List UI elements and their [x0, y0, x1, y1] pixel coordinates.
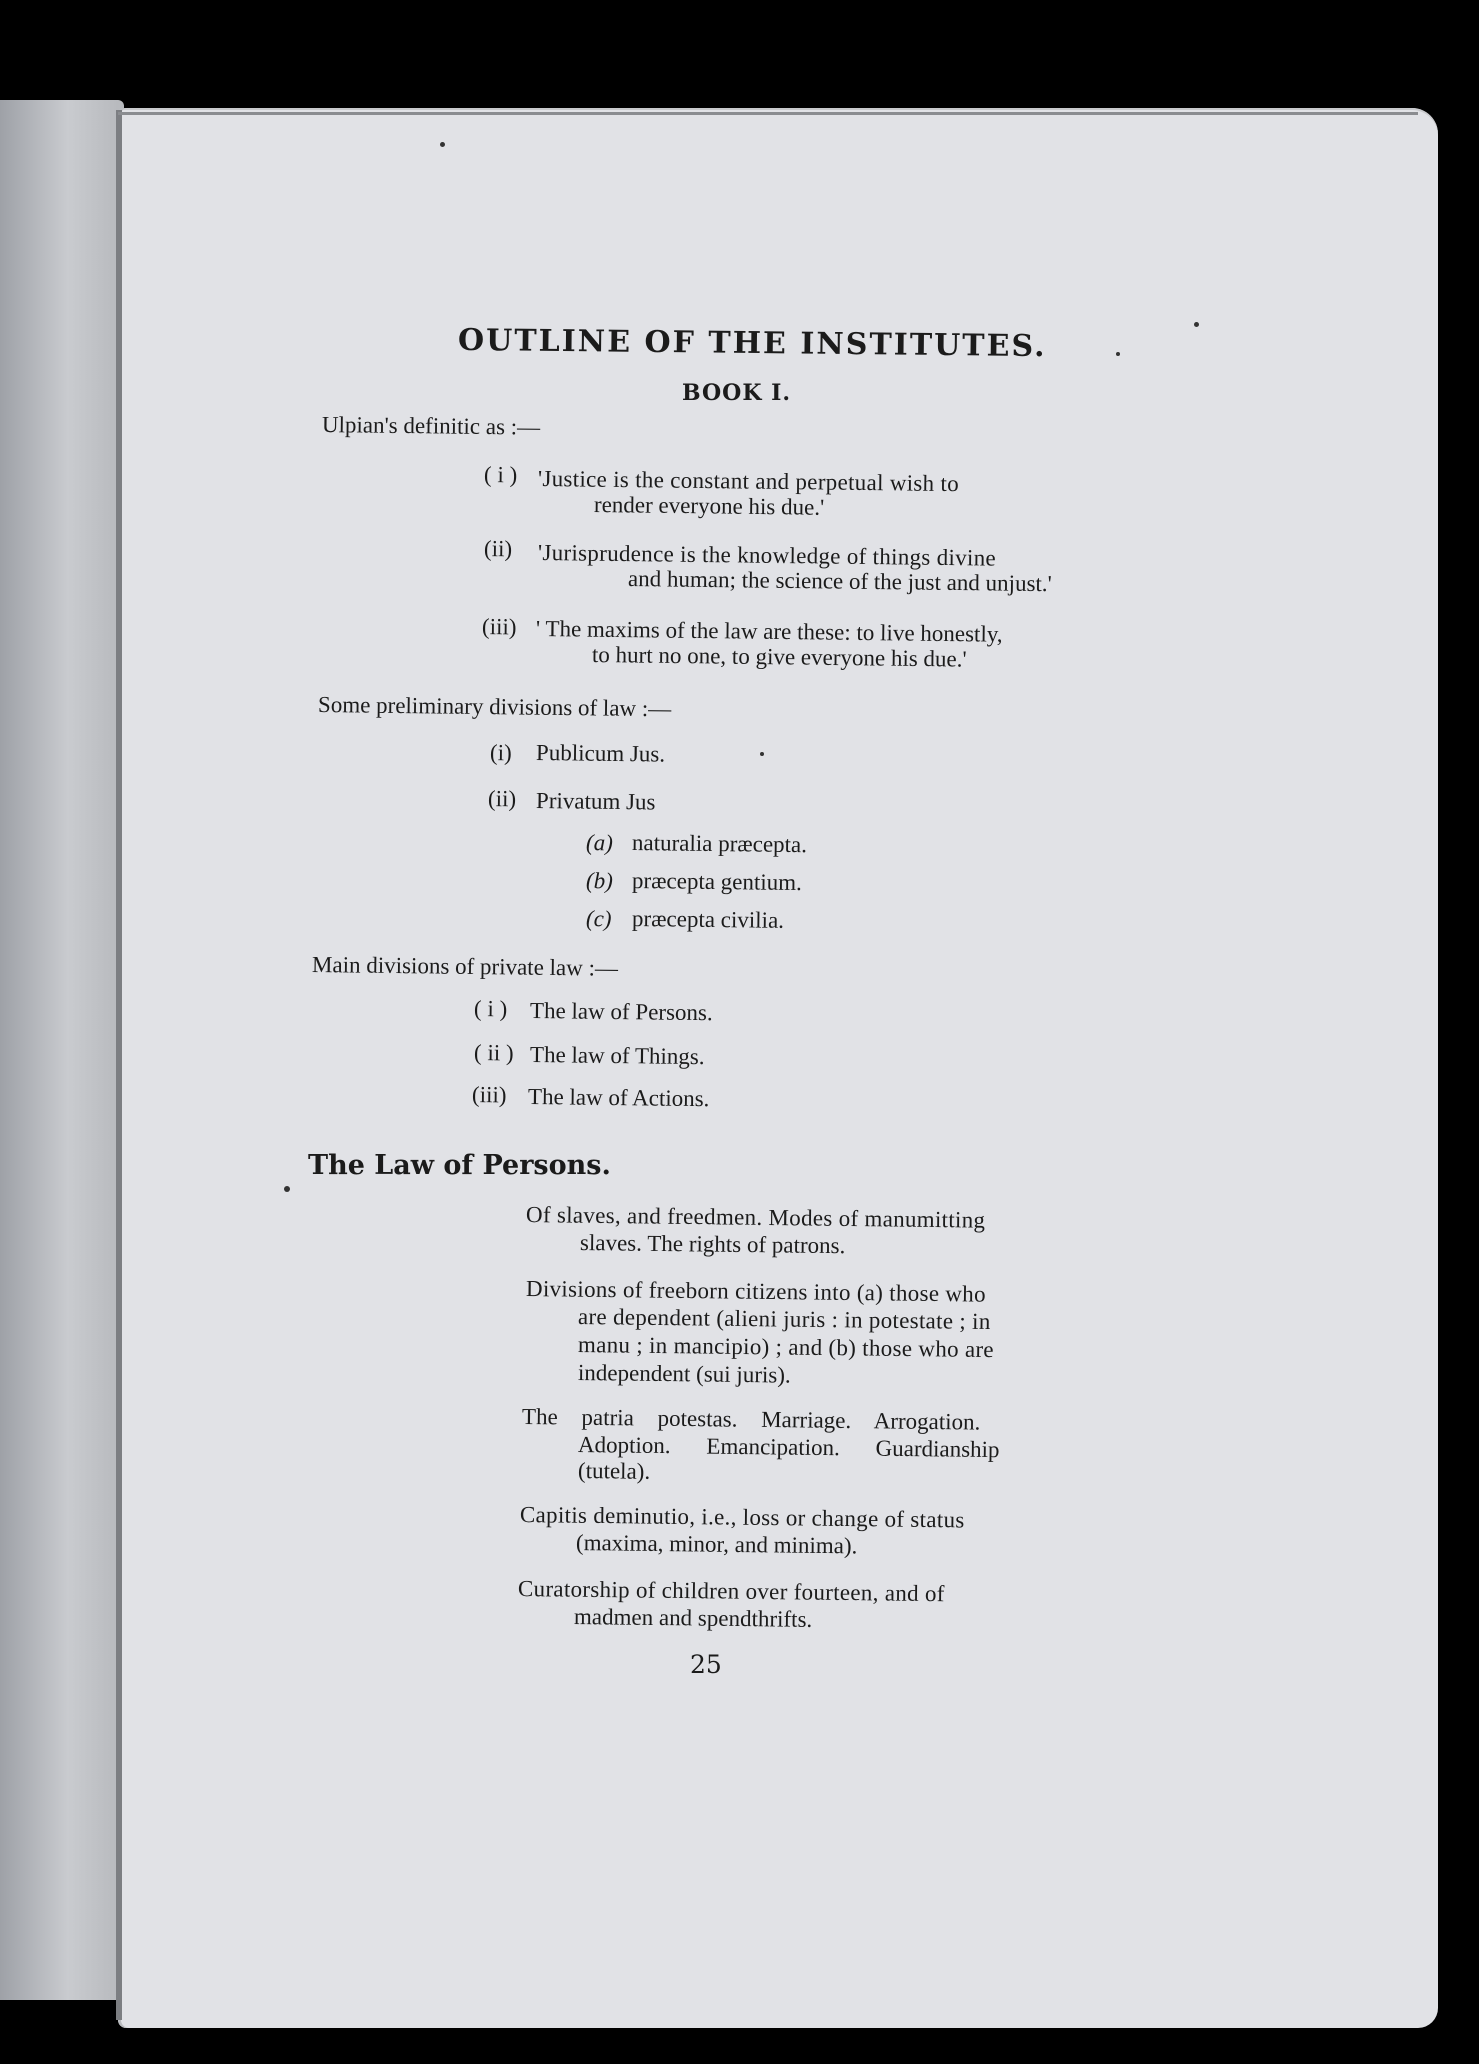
- item-number: ( i ): [473, 996, 508, 1022]
- ink-speck: [440, 142, 445, 147]
- definition-line: 'Jurisprudence is the knowledge of things divine: [537, 540, 997, 571]
- paragraph-line: Divisions of freeborn citizens into (a) those who: [525, 1276, 987, 1307]
- sub-item-letter: (c): [585, 906, 612, 932]
- paragraph-line: The patria potestas. Marriage. Arrogation.: [521, 1404, 981, 1435]
- item-number: (i): [489, 740, 512, 766]
- section-heading-persons: The Law of Persons.: [308, 1150, 611, 1181]
- paragraph-line: Of slaves, and freedmen. Modes of manumitting: [525, 1202, 986, 1233]
- item-number: ( i ): [483, 462, 518, 488]
- item-number: ( ii ): [473, 1040, 514, 1066]
- paragraph-line: madmen and spendthrifts.: [573, 1604, 813, 1632]
- sub-item: præcepta gentium.: [631, 868, 803, 896]
- page-number: 25: [690, 1650, 722, 1679]
- item-number: (iii): [471, 1082, 507, 1108]
- paragraph-line: Curatorship of children over fourteen, and of: [517, 1576, 945, 1607]
- item-number: (iii): [481, 614, 517, 640]
- definition-line: to hurt no one, to give everyone his due.': [591, 642, 967, 672]
- list-item: The law of Persons.: [529, 998, 713, 1026]
- definition-line: 'Justice is the constant and perpetual wish to: [537, 466, 960, 497]
- definition-line: and human; the science of the just and unjust.': [627, 566, 1052, 597]
- paragraph-line: independent (sui juris).: [577, 1360, 791, 1388]
- definition-line: ' The maxims of the law are these: to live honestly,: [535, 616, 1003, 647]
- item-number: (ii): [483, 536, 513, 562]
- paragraph-line: manu ; in mancipio) ; and (b) those who are: [577, 1332, 995, 1363]
- paragraph-line: Adoption. Emancipation. Guardianship: [577, 1432, 1000, 1463]
- list-item: The law of Actions.: [527, 1084, 710, 1112]
- sub-item: naturalia præcepta.: [631, 830, 808, 858]
- sub-item: præcepta civilia.: [631, 906, 785, 933]
- paragraph-line: are dependent (alieni juris : in potestate ; in: [577, 1304, 991, 1335]
- list-item: Privatum Jus: [535, 788, 656, 815]
- paragraph-line: Capitis deminutio, i.e., loss or change of status: [519, 1502, 965, 1533]
- paragraph-line: (tutela).: [577, 1458, 651, 1484]
- list-item: The law of Things.: [529, 1042, 705, 1070]
- paragraph-line: (maxima, minor, and minima).: [575, 1530, 858, 1559]
- ink-speck: [1194, 322, 1199, 327]
- section-heading-ulpian: Ulpian's definitic as :—: [321, 412, 541, 440]
- list-item: Publicum Jus.: [535, 740, 666, 767]
- section-heading-main: Main divisions of private law :—: [311, 952, 619, 981]
- paragraph-line: slaves. The rights of patrons.: [579, 1230, 846, 1259]
- ink-speck: [284, 1186, 290, 1192]
- ink-speck: [760, 752, 764, 756]
- page-top-edge: [118, 112, 1418, 115]
- sub-item-letter: (b): [585, 868, 613, 894]
- section-heading-preliminary: Some preliminary divisions of law :—: [317, 692, 672, 722]
- sub-item-letter: (a): [585, 830, 613, 856]
- facing-page-edge: [0, 100, 124, 2000]
- ink-speck: [1116, 352, 1120, 356]
- definition-line: render everyone his due.': [593, 492, 825, 520]
- item-number: (ii): [487, 786, 517, 812]
- page-title: OUTLINE OF THE INSTITUTES.: [457, 322, 1047, 365]
- page-gutter: [116, 110, 122, 2020]
- book-heading: BOOK I.: [682, 380, 792, 406]
